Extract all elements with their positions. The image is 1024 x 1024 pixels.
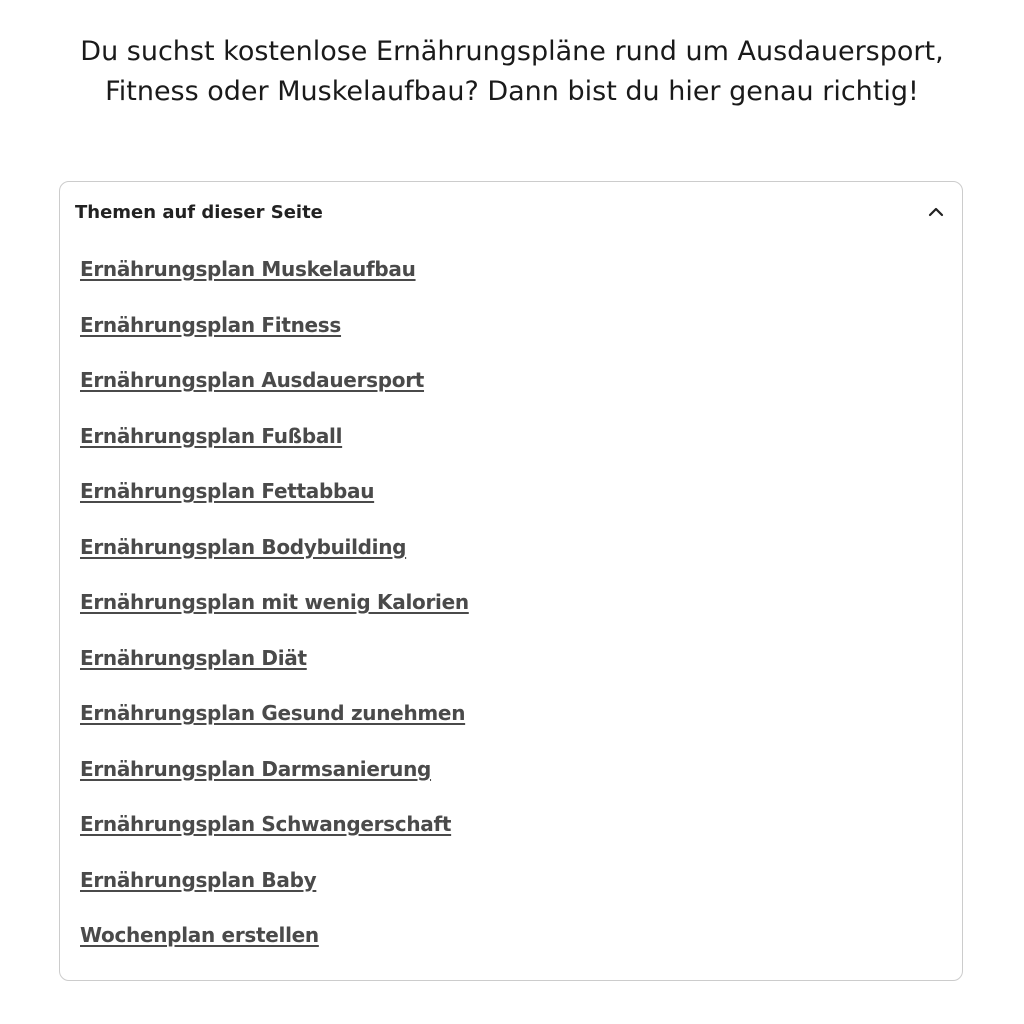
toc-link-wochenplan[interactable]: Wochenplan erstellen: [80, 923, 319, 947]
list-item: [80, 476, 469, 532]
toc-title: Themen auf dieser Seite: [75, 201, 323, 223]
list-item: [80, 809, 469, 865]
list-item: [80, 532, 469, 588]
list-item: [80, 698, 469, 754]
chevron-up-icon[interactable]: [925, 201, 947, 223]
list-item: [80, 865, 469, 921]
toc-header-toggle[interactable]: [75, 198, 947, 226]
toc-link-bodybuilding[interactable]: Ernährungsplan Bodybuilding: [80, 534, 407, 559]
toc-link-list: [80, 254, 469, 976]
intro-text: [40, 32, 984, 112]
toc-link-fettabbau[interactable]: Ernährungsplan Fettabbau: [80, 479, 375, 503]
toc-link-muskelaufbau[interactable]: Ernährungsplan Muskelaufbau: [80, 257, 416, 281]
list-item: [80, 754, 469, 810]
toc-link-fitness[interactable]: Ernährungsplan Fitness: [80, 312, 342, 337]
list-item: [80, 310, 469, 366]
intro-line-1: Du suchst kostenlose Ernährungspläne rund um Ausdauersport,: [80, 36, 944, 67]
list-item: [80, 365, 469, 421]
toc-link-wenig-kalorien[interactable]: Ernährungsplan mit wenig Kalorien: [80, 590, 469, 614]
toc-link-baby[interactable]: Ernährungsplan Baby: [80, 867, 317, 892]
list-item: [80, 643, 469, 699]
toc-link-schwangerschaft[interactable]: Ernährungsplan Schwangerschaft: [80, 812, 452, 836]
toc-link-ausdauersport[interactable]: Ernährungsplan Ausdauersport: [80, 368, 425, 392]
list-item: [80, 421, 469, 477]
toc-link-gesund-zunehmen[interactable]: Ernährungsplan Gesund zunehmen: [80, 701, 466, 725]
toc-link-darmsanierung[interactable]: Ernährungsplan Darmsanierung: [80, 756, 432, 781]
toc-link-fussball[interactable]: Ernährungsplan Fußball: [80, 423, 343, 448]
list-item: [80, 920, 469, 976]
table-of-contents: [59, 181, 963, 981]
intro-line-2: Fitness oder Muskelaufbau? Dann bist du hier genau richtig!: [105, 76, 919, 107]
list-item: [80, 254, 469, 310]
toc-link-diaet[interactable]: Ernährungsplan Diät: [80, 645, 307, 670]
list-item: [80, 587, 469, 643]
